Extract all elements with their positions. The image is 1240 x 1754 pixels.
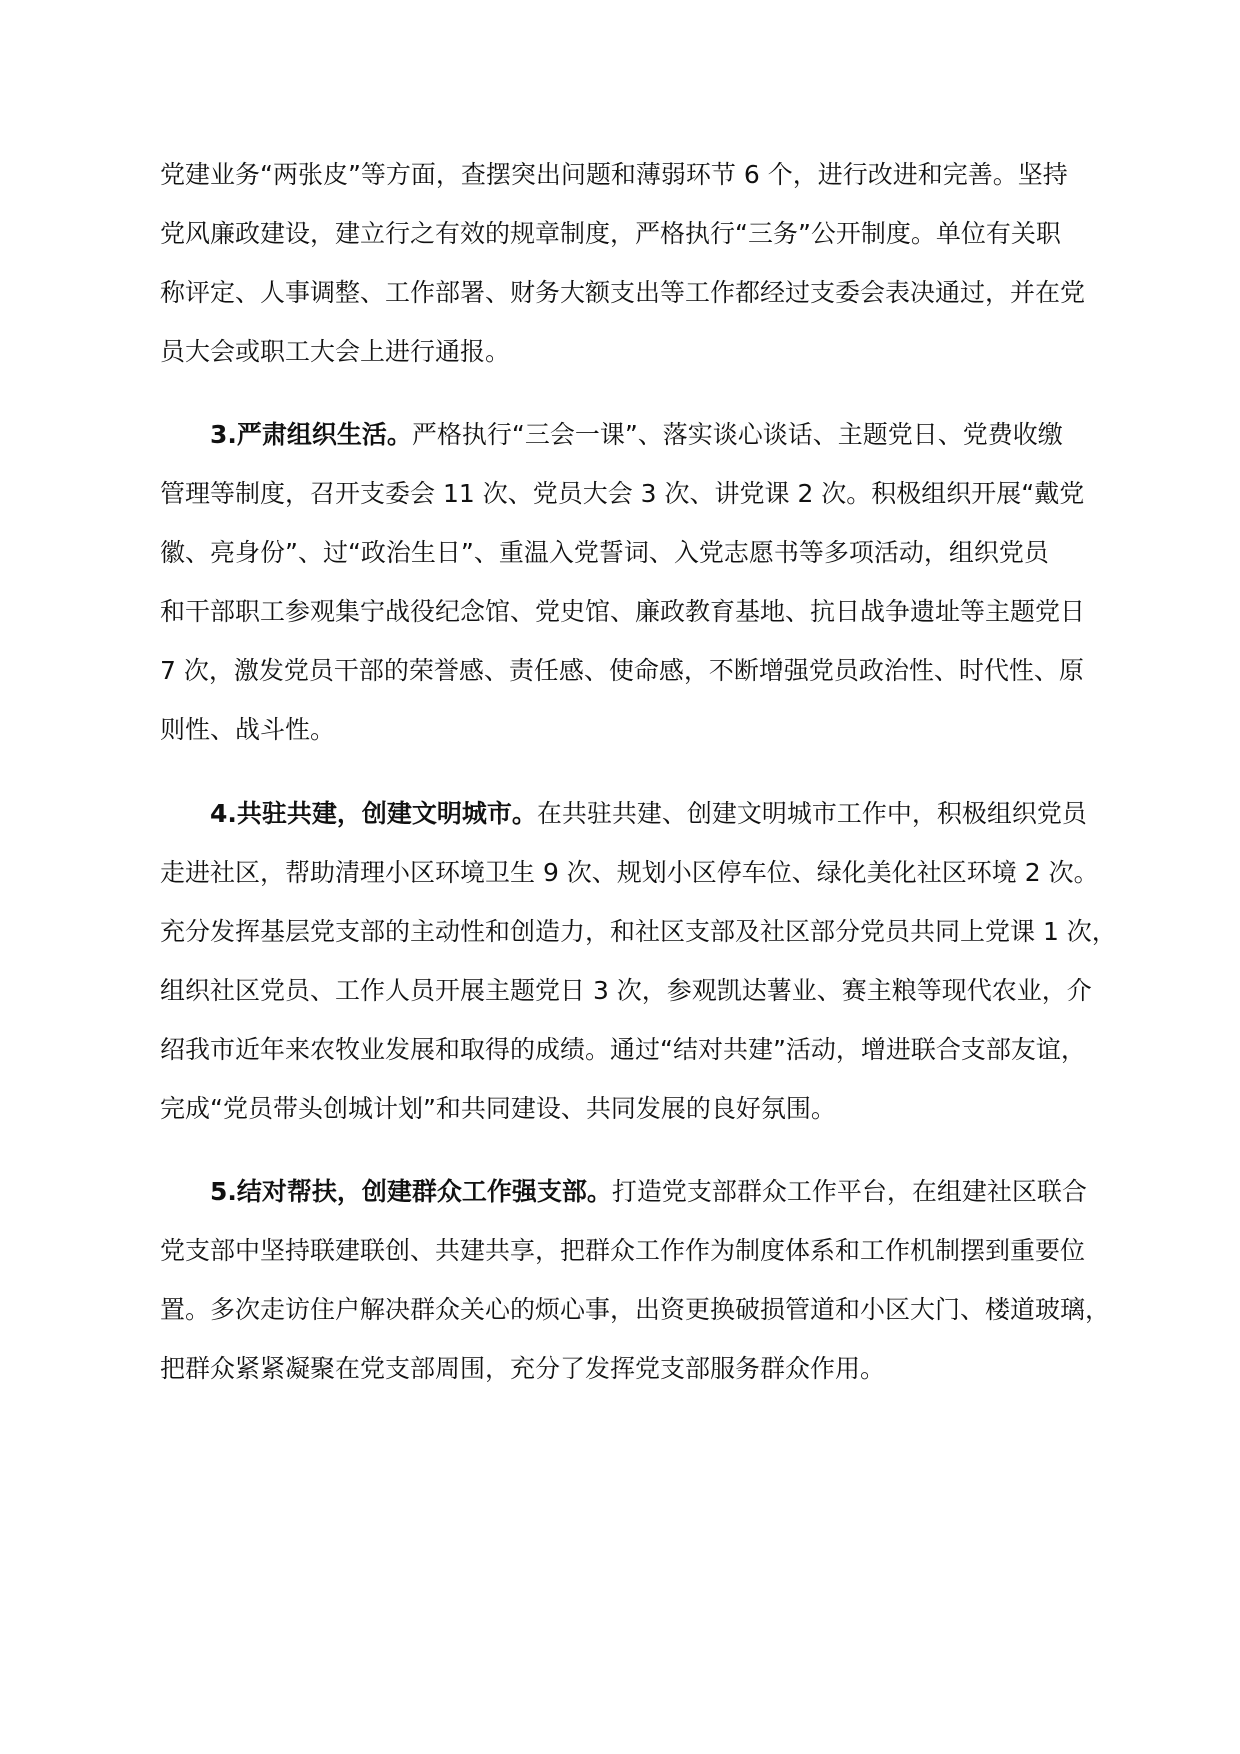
paragraph-heading: 4.共驻共建，创建文明城市。 bbox=[210, 799, 537, 828]
text-line: 则性、战斗性。 bbox=[160, 715, 336, 744]
text-line: 走进社区，帮助清理小区环境卫生 9 次、规划小区停车位、绿化美化社区环境 2 次。 bbox=[160, 858, 1099, 887]
text-line: 称评定、人事调整、工作部署、财务大额支出等工作都经过支委会表决通过，并在党 bbox=[160, 278, 1086, 307]
text-line: 充分发挥基层党支部的主动性和创造力，和社区支部及社区部分党员共同上党课 1 次， bbox=[160, 917, 1117, 946]
text-line: 和干部职工参观集宁战役纪念馆、党史馆、廉政教育基地、抗日战争遗址等主题党日 bbox=[160, 597, 1086, 626]
text-line: 员大会或职工大会上进行通报。 bbox=[160, 337, 511, 366]
text-line: 党建业务“两张皮”等方面，查摆突出问题和薄弱环节 6 个，进行改进和完善。坚持 bbox=[160, 160, 1068, 189]
text-line: 党风廉政建设，建立行之有效的规章制度，严格执行“三务”公开制度。单位有关职 bbox=[160, 219, 1061, 248]
text-line: 徽、亮身份”、过“政治生日”、重温入党誓词、入党志愿书等多项活动，组织党员 bbox=[160, 538, 1049, 567]
text-run: 在共驻共建、创建文明城市工作中，积极组织党员 bbox=[536, 799, 1087, 828]
paragraph-heading: 3.严肃组织生活。 bbox=[210, 420, 412, 449]
text-run: 打造党支部群众工作平台，在组建社区联合 bbox=[611, 1177, 1087, 1206]
text-line: 完成“党员带头创城计划”和共同建设、共同发展的良好氛围。 bbox=[160, 1094, 836, 1123]
text-line: 把群众紧紧凝聚在党支部周围，充分了发挥党支部服务群众作用。 bbox=[160, 1354, 886, 1383]
paragraph-heading: 5.结对帮扶，创建群众工作强支部。 bbox=[210, 1177, 612, 1206]
text-line: 置。多次走访住户解决群众关心的烦心事，出资更换破损管道和小区大门、楼道玻璃， bbox=[160, 1295, 1111, 1324]
paragraph-first-line bbox=[210, 794, 1120, 834]
text-line: 7 次，激发党员干部的荣誉感、责任感、使命感，不断增强党员政治性、时代性、原 bbox=[160, 656, 1084, 685]
text-run: 严格执行“三会一课”、落实谈心谈话、主题党日、党费收缴 bbox=[411, 420, 1063, 449]
text-line: 党支部中坚持联建联创、共建共享，把群众工作作为制度体系和工作机制摆到重要位 bbox=[160, 1236, 1086, 1265]
paragraph-first-line bbox=[210, 1172, 1120, 1212]
text-line: 组织社区党员、工作人员开展主题党日 3 次，参观凯达薯业、赛主粮等现代农业，介 bbox=[160, 976, 1092, 1005]
text-line: 管理等制度，召开支委会 11 次、党员大会 3 次、讲党课 2 次。积极组织开展“戴党 bbox=[160, 479, 1085, 508]
paragraph-first-line bbox=[210, 415, 1120, 455]
text-line: 绍我市近年来农牧业发展和取得的成绩。通过“结对共建”活动，增进联合支部友谊， bbox=[160, 1035, 1086, 1064]
